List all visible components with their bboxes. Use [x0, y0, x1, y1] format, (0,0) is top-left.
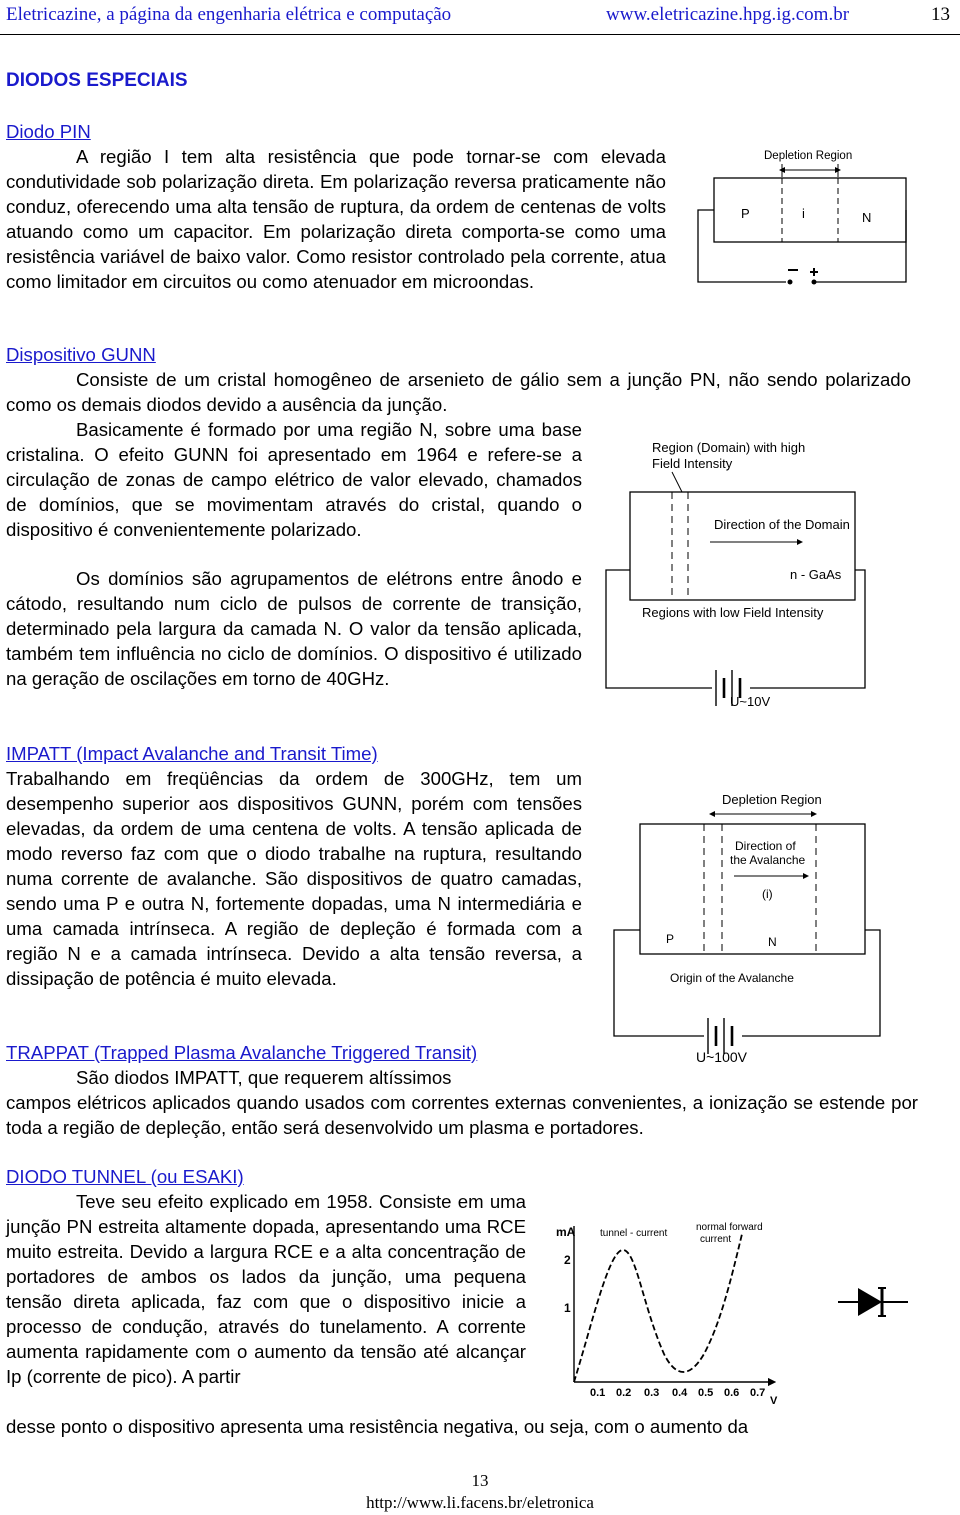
trappat-text-2: campos elétricos aplicados quando usados com correntes externas convenientes, a ionização se estende por toda a região de depleção, então será desenvolvido um plasma e portadores. [6, 1092, 918, 1138]
gunn-region-high-1: Region (Domain) with high [652, 440, 806, 455]
impatt-direction-2: the Avalanche [730, 853, 806, 867]
pin-n-label: N [862, 210, 872, 225]
gunn-heading[interactable]: Dispositivo GUNN [6, 344, 156, 365]
gunn-low-label: Regions with low Field Intensity [642, 605, 824, 620]
page-number: 13 [931, 4, 950, 25]
impatt-diagram [600, 780, 890, 1076]
pin-i-label: i [802, 206, 805, 221]
gunn-region-high-2: Field Intensity [652, 456, 733, 471]
gunn-diagram [600, 430, 890, 720]
page-title: DIODOS ESPECIAIS [6, 70, 188, 91]
impatt-origin-label: Origin of the Avalanche [670, 971, 794, 985]
tunnel-normal-1: normal forward [696, 1222, 763, 1233]
impatt-i-label: (i) [762, 887, 773, 901]
site-title: Eletricazine, a página da engenharia elétrica e computação [6, 4, 452, 25]
impatt-heading[interactable]: IMPATT (Impact Avalanche and Transit Time) [6, 743, 378, 764]
gunn-text-1: Consiste de um cristal homogêneo de arsenieto de gálio sem a junção PN, não sendo polarizado como os demais diodos devido a ausência da junção. [6, 369, 911, 415]
tunnel-text-2: desse ponto o dispositivo apresenta uma resistência negativa, ou seja, com o aumento da [6, 1416, 749, 1437]
pin-depletion-label: Depletion Region [764, 150, 853, 162]
pin-p-label: P [741, 206, 750, 221]
footer-url[interactable]: http://www.li.facens.br/eletronica [366, 1493, 594, 1512]
gunn-text-2: Basicamente é formado por uma região N, sobre uma base cristalina. O efeito GUNN foi apresentado em 1964 e refere-se a circulação de zonas de campo elétrico de valor elevado, chamados de domínios, que se movimentam através do cristal, quando o dispositivo é convenientemente polarizado. [6, 419, 582, 540]
tunnel-x-4: 0.5 [698, 1387, 714, 1399]
pin-diagram [686, 140, 926, 312]
tunnel-ma-label: mA [556, 1225, 576, 1239]
page-header [6, 2, 950, 26]
pin-text: A região I tem alta resistência que pode tornar-se com elevada condutividade sob polarização direta. Em polarização reversa praticamente não conduz, oferecendo uma alta tensão de ruptura, da ordem de centenas de volts atuando como um capacitor. Em polarização direta comporta-se como uma resistência variável de baixo valor. Como resistor controlado pela corrente, atua como limitador em circuitos ou como atenuador em microondas. [6, 146, 666, 292]
header-rule [0, 34, 960, 35]
tunnel-x-3: 0.4 [672, 1387, 688, 1399]
tunnel-normal-2: current [700, 1234, 732, 1245]
tunnel-x-0: 0.1 [590, 1387, 606, 1399]
gunn-ngaas-label: n - GaAs [790, 567, 842, 582]
impatt-text: Trabalhando em freqüências da ordem de 300GHz, tem um desempenho superior aos dispositivos GUNN, porém com tensões elevadas, da ordem de uma centena de volts. A tensão aplicada de modo reverso faz com que o diodo trabalhe na ruptura, resultando numa corrente de avalanche. São dispositivos de quatro camadas, sendo uma P e outra N, fortemente dopadas, uma N intermediária e uma camada intrínseca. A região de depleção é formada com a região N e a camada intrínseca. Devido a alta tensão reversa, a dissipação de potência é muito elevada. [6, 768, 582, 989]
footer-page-number: 13 [471, 1471, 489, 1490]
impatt-p-label: P [666, 932, 675, 946]
trappat-heading[interactable]: TRAPPAT (Trapped Plasma Avalanche Triggered Transit) [6, 1042, 478, 1063]
tunnel-heading[interactable]: DIODO TUNNEL (ou ESAKI) [6, 1166, 244, 1187]
gunn-text-3: Os domínios são agrupamentos de elétrons entre ânodo e cátodo, resultando num ciclo de pulsos de corrente de transição, determinado pela largura da camada N. O valor da tensão aplicada, também tem influência no ciclo de domínios. O dispositivo é utilizado na geração de oscilações em torno de 40GHz. [6, 568, 582, 689]
tunnel-x-6: 0.7 [750, 1387, 766, 1399]
impatt-direction-1: Direction of [735, 839, 796, 853]
tunnel-x-2: 0.3 [644, 1387, 660, 1399]
tunnel-y1-label: 1 [564, 1301, 571, 1315]
tunnel-x-1: 0.2 [616, 1387, 632, 1399]
tunnel-iv-chart [552, 1214, 782, 1404]
tunnel-diode-symbol [838, 1282, 928, 1322]
tunnel-y2-label: 2 [564, 1253, 571, 1267]
tunnel-x-5: 0.6 [724, 1387, 740, 1399]
tunnel-text-1: Teve seu efeito explicado em 1958. Consiste em uma junção PN estreita altamente dopada, apresentando uma RCE muito estreita. Devido a largura RCE e a alta concentração de portadores de ambos os lados da junção, uma pequena tensão direta aplicada, faz com que o dispositivo inicie a processo de condução, através do tunelamento. A corrente aumenta rapidamente com o aumento da tensão até alcançar Ip (corrente de pico). A partir [6, 1191, 526, 1387]
gunn-direction-label: Direction of the Domain [714, 517, 850, 532]
tunnel-v-label: V [770, 1395, 778, 1404]
impatt-n-label: N [768, 935, 777, 949]
site-url[interactable]: www.eletricazine.hpg.ig.com.br [606, 4, 850, 25]
impatt-depletion-label: Depletion Region [722, 792, 822, 807]
pin-heading[interactable]: Diodo PIN [6, 121, 91, 142]
tunnel-current-label: tunnel - current [600, 1228, 668, 1239]
gunn-voltage-label: U~10V [730, 694, 771, 709]
impatt-voltage-label: U~100V [696, 1049, 747, 1065]
trappat-text-1: São diodos IMPATT, que requerem altíssimos [76, 1067, 452, 1088]
